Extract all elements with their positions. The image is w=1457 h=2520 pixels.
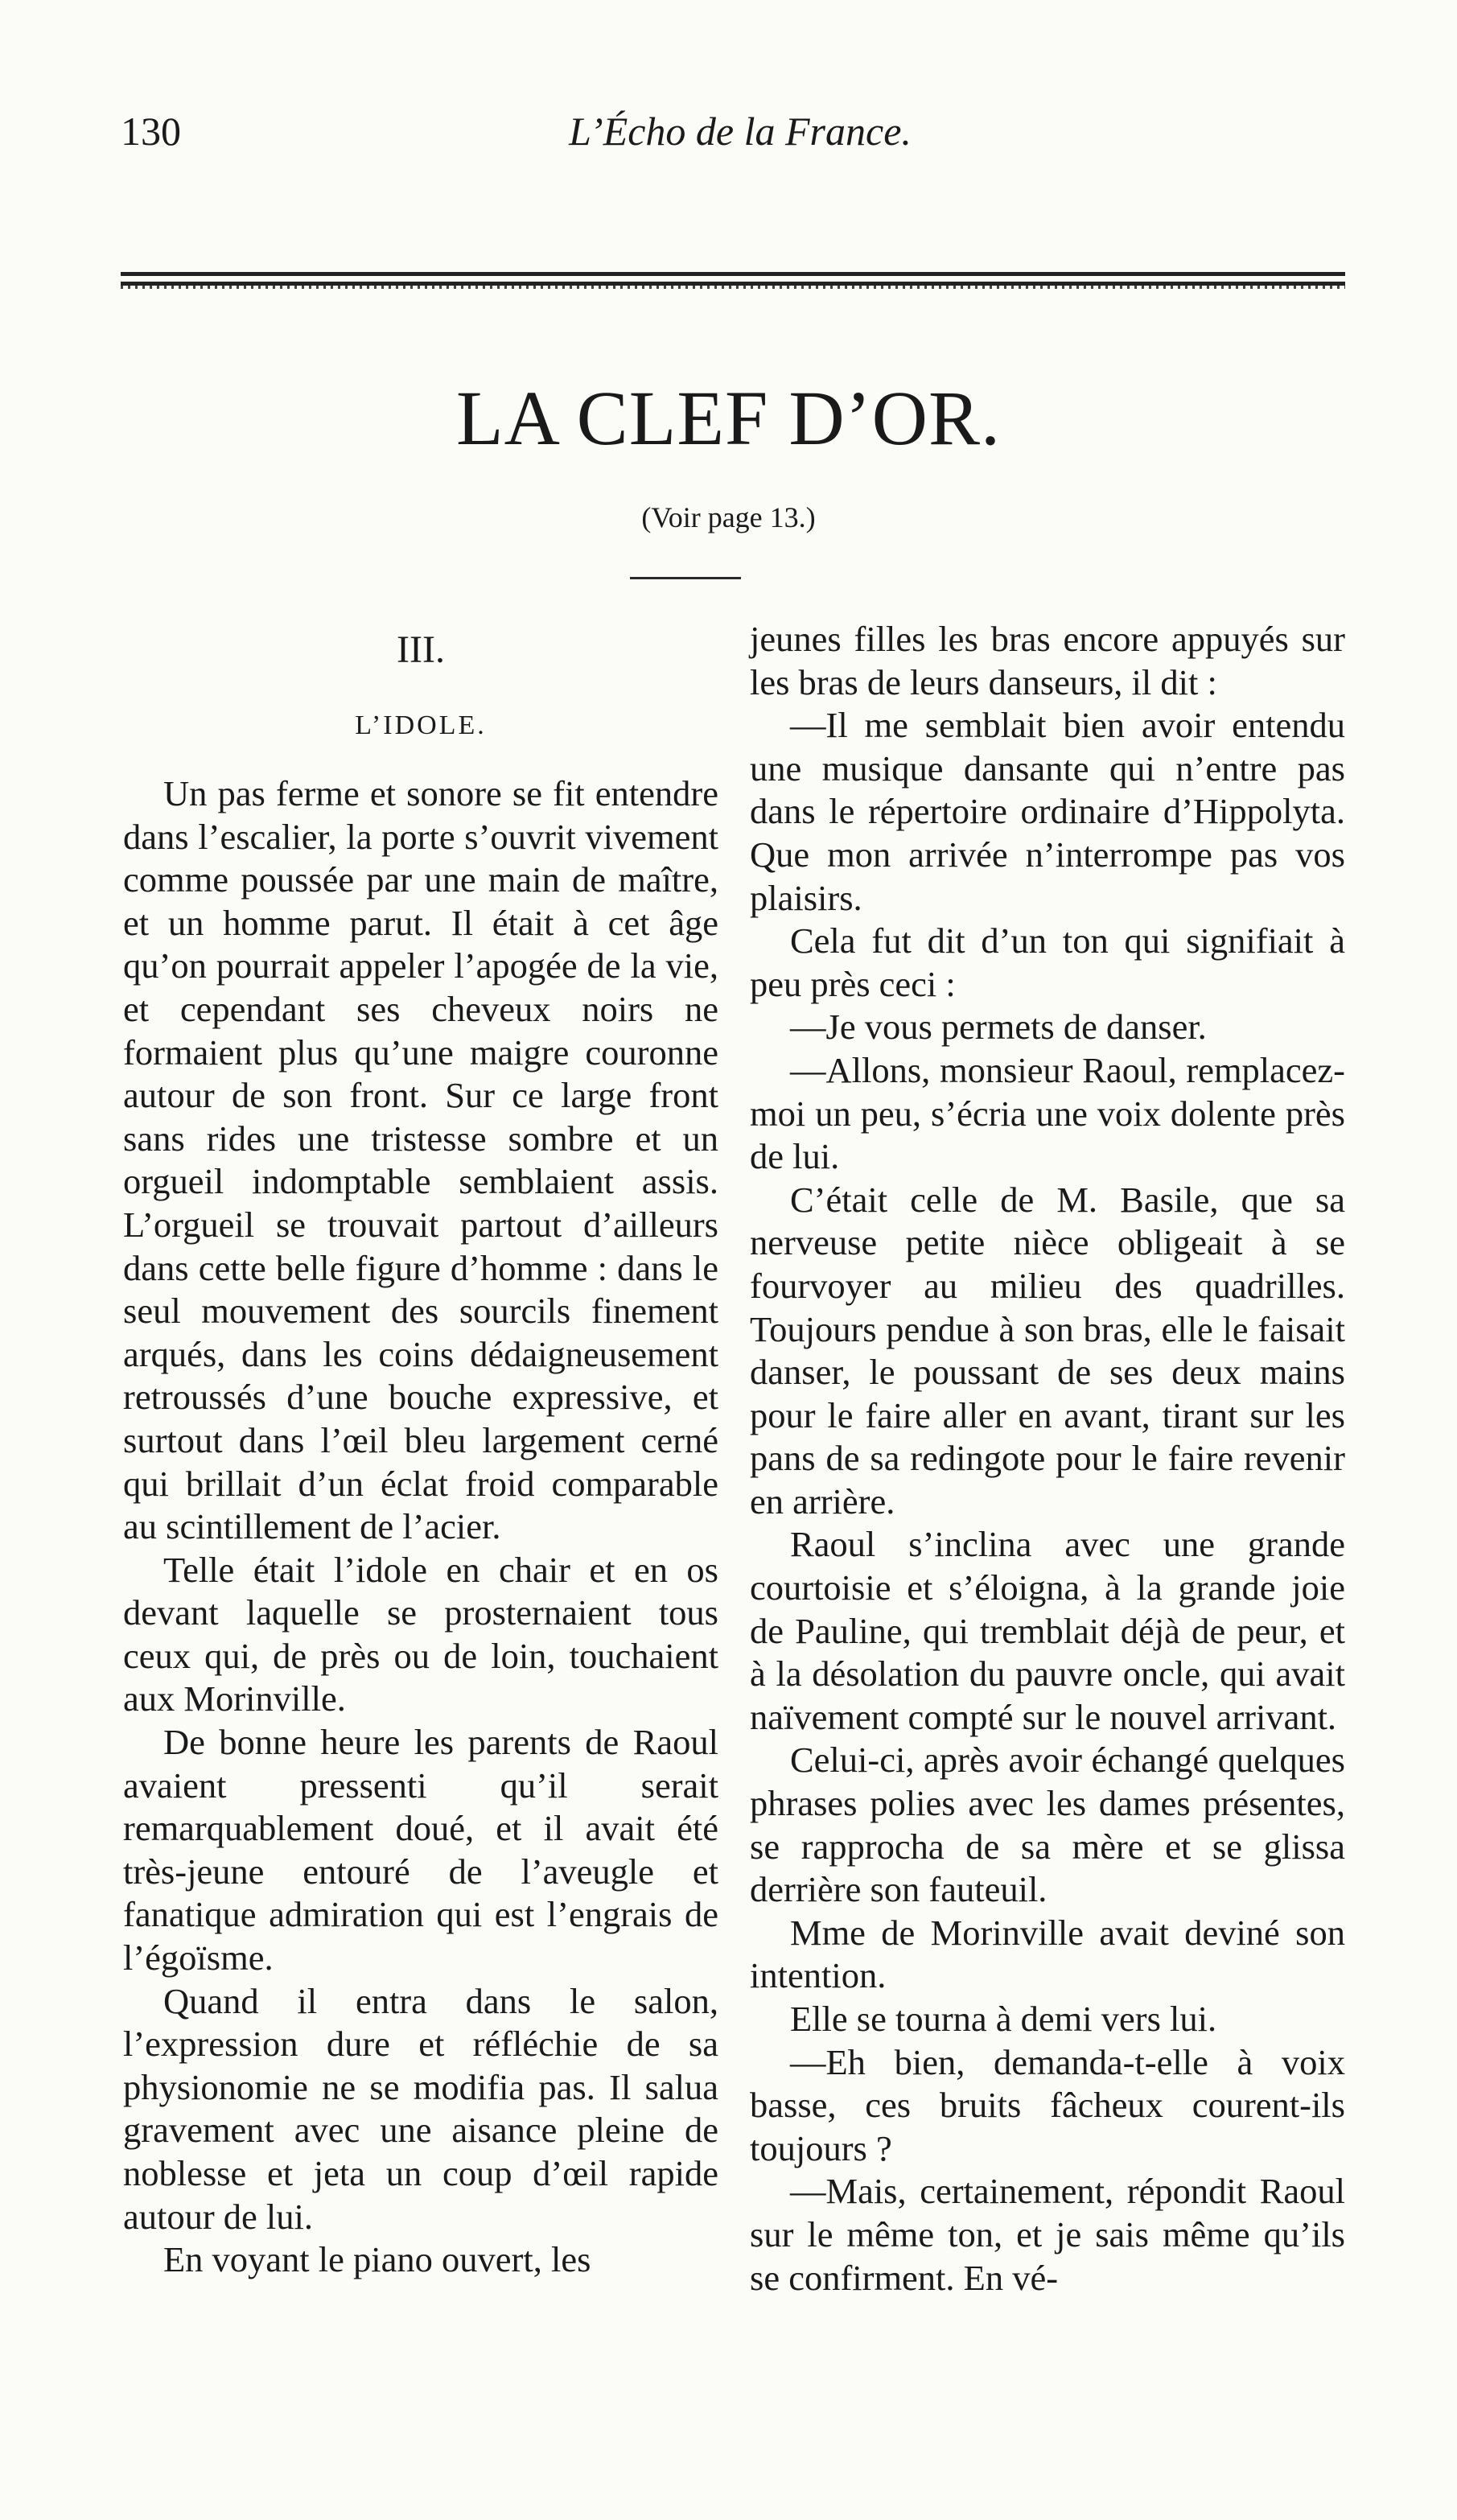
paragraph: —Eh bien, demanda-t-elle à voix basse, ces bruits fâcheux courent-ils toujours ? (750, 2041, 1345, 2168)
paragraph: Quand il entra dans le salon, l’expression dure et réfléchie de sa physionomie ne se modifia pas. Il salua gravement avec une aisance pleine de noblesse et jeta un coup d’œil rapide autour de lui. (123, 1980, 718, 2237)
paragraph: Telle était l’idole en chair et en os devant laquelle se prosternaient tous ceux qui, de près ou de loin, touchaient aux Morinville. (123, 1549, 718, 1719)
running-title: L’Écho de la France. (569, 109, 912, 154)
paragraph: Raoul s’inclina avec une grande courtoisie et s’éloigna, à la grande joie de Pauline, qui tremblait déjà de peur, et à la désolation du pauvre oncle, qui avait naïvement compté sur le nouvel arrivant. (750, 1524, 1345, 1737)
paragraph: C’était celle de M. Basile, que sa nerveuse petite nièce obligeait à se fourvoyer au milieu des quadrilles. Toujours pendue à son bras, elle le faisait danser, le poussant de ses deux mains pour le faire aller en avant, tirant sur les pans de sa redingote pour le faire revenir en arrière. (750, 1179, 1345, 1521)
section-number: III. (397, 628, 445, 671)
ornamental-rule (121, 270, 1345, 291)
article-title: LA CLEF D’OR. (455, 375, 1002, 461)
article-reference: (Voir page 13.) (641, 501, 816, 533)
section-title: L’IDOLE. (355, 710, 487, 740)
page-number: 130 (121, 109, 181, 154)
page-header (121, 103, 1360, 159)
paragraph: —Allons, monsieur Raoul, remplacez-moi un peu, s’écria une voix dolente près de lui. (750, 1049, 1345, 1177)
paragraph-continued: jeunes filles les bras encore appuyés sur les bras de leurs danseurs, il dit : (750, 619, 1345, 702)
paragraph: Elle se tourna à demi vers lui. (790, 1999, 1217, 2039)
title-divider (630, 577, 741, 579)
paragraph: Mme de Morinville avait deviné son intention. (750, 1912, 1345, 1996)
paragraph: En voyant le piano ouvert, les (163, 2239, 591, 2280)
paragraph: —Je vous permets de danser. (790, 1007, 1207, 1048)
paragraph: Un pas ferme et sonore se fit entendre dans l’escalier, la porte s’ouvrit vivement comme poussée par une main de maître, et un homme parut. Il était à cet âge qu’on pourrait appeler l’apogée de la vie, et cependant ses cheveux noirs ne formaient plus qu’une maigre couronne autour de son front. Sur ce large front sans rides une tristesse sombre et un orgueil indomptable semblaient assis. L’orgueil se trouvait partout d’ailleurs dans cette belle figure d’homme : dans le seul mouvement des sourcils finement arqués, dans les coins dédaigneusement retroussés d’une bouche expressive, et surtout dans l’œil bleu largement cerné qui brillait d’un éclat froid comparable au scintillement de l’acier. (123, 773, 718, 1547)
paragraph: —Mais, certainement, répondit Raoul sur le même ton, et je sais même qu’ils se confirment. En vé- (750, 2171, 1345, 2298)
paragraph: Celui-ci, après avoir échangé quelques phrases polies avec les dames présentes, se rapprocha de sa mère et se glissa derrière son fauteuil. (750, 1740, 1345, 1910)
paragraph: —Il me semblait bien avoir entendu une musique dansante qui n’entre pas dans le répertoire ordinaire d’Hippolyta. Que mon arrivée n’interrompe pas vos plaisirs. (750, 705, 1345, 918)
paragraph: Cela fut dit d’un ton qui signifiait à peu près ceci : (750, 920, 1345, 1004)
paragraph: De bonne heure les parents de Raoul avaient pressenti qu’il serait remarquablement doué, et il avait été très-jeune entouré de l’aveugle et fanatique admiration qui est l’engrais de l’égoïsme. (123, 1722, 718, 1979)
left-column (123, 618, 718, 2282)
right-column (750, 618, 1345, 2300)
